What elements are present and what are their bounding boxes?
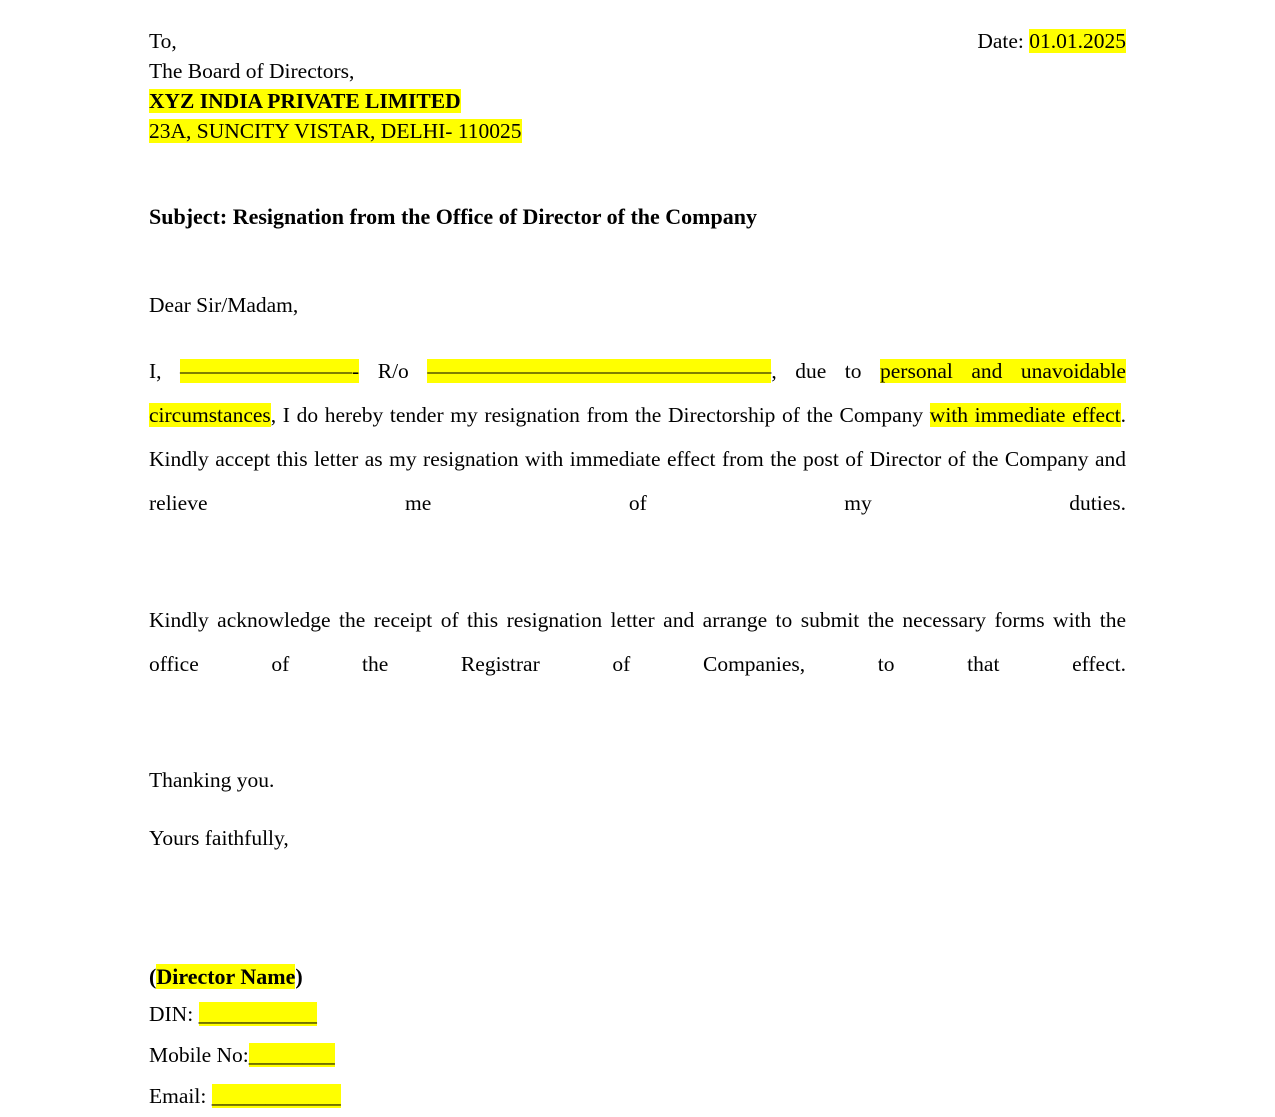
signature-block: [149, 960, 1126, 1117]
para1-due-to: , due to: [771, 359, 880, 383]
date-line: [977, 26, 1126, 56]
din-label: DIN:: [149, 1002, 199, 1026]
recipient-line: The Board of Directors,: [149, 59, 355, 83]
date-label: Date:: [977, 29, 1030, 53]
to-label: To,: [149, 29, 177, 53]
email-label: Email:: [149, 1084, 212, 1108]
date-value: 01.01.2025: [1029, 29, 1126, 53]
yours-faithfully-line: Yours faithfully,: [149, 826, 289, 850]
para1-intro: I,: [149, 359, 181, 383]
mobile-blank-field[interactable]: ________: [248, 1043, 335, 1067]
thanking-line: Thanking you.: [149, 768, 275, 792]
address-blank-field[interactable]: ————————————————: [427, 359, 772, 383]
close-paren: ): [295, 964, 303, 989]
company-address: 23A, SUNCITY VISTAR, DELHI- 110025: [149, 119, 522, 143]
para1-ro: R/o: [359, 359, 428, 383]
director-name-placeholder[interactable]: Director Name: [156, 964, 296, 989]
name-blank-field[interactable]: ————————-: [180, 359, 360, 383]
effect-text: with immediate effect: [929, 403, 1121, 427]
mobile-line: [149, 1035, 1126, 1076]
company-name: XYZ INDIA PRIVATE LIMITED: [149, 89, 461, 113]
din-line: [149, 994, 1126, 1035]
open-paren: (: [149, 964, 157, 989]
mobile-label: Mobile No:: [149, 1043, 249, 1067]
para1-end: . Kindly accept this letter as my resignation with immediate effect from the post of Director of the Company and relieve me of my duties.: [149, 403, 1126, 515]
letter-header: [149, 26, 1126, 56]
body-paragraph-2: Kindly acknowledge the receipt of this resignation letter and arrange to submit the necessary forms with the office of the Registrar of Companies, to that effect.: [149, 608, 1126, 676]
salutation: Dear Sir/Madam,: [149, 293, 299, 317]
din-blank-field[interactable]: ___________: [198, 1002, 317, 1026]
company-name-line: [149, 86, 1126, 116]
company-address-line: [149, 116, 1126, 146]
letter-content: [149, 26, 1126, 1117]
para1-middle: , I do hereby tender my resignation from the Directorship of the Company: [270, 403, 930, 427]
director-name-line: [149, 960, 1126, 994]
email-line: [149, 1076, 1126, 1117]
reason-text: personal and unavoidable circumstances: [149, 359, 1126, 427]
email-blank-field[interactable]: ____________: [211, 1084, 341, 1108]
body-paragraph-1: [149, 349, 1126, 569]
subject-line: Subject: Resignation from the Office of Director of the Company: [149, 204, 757, 229]
